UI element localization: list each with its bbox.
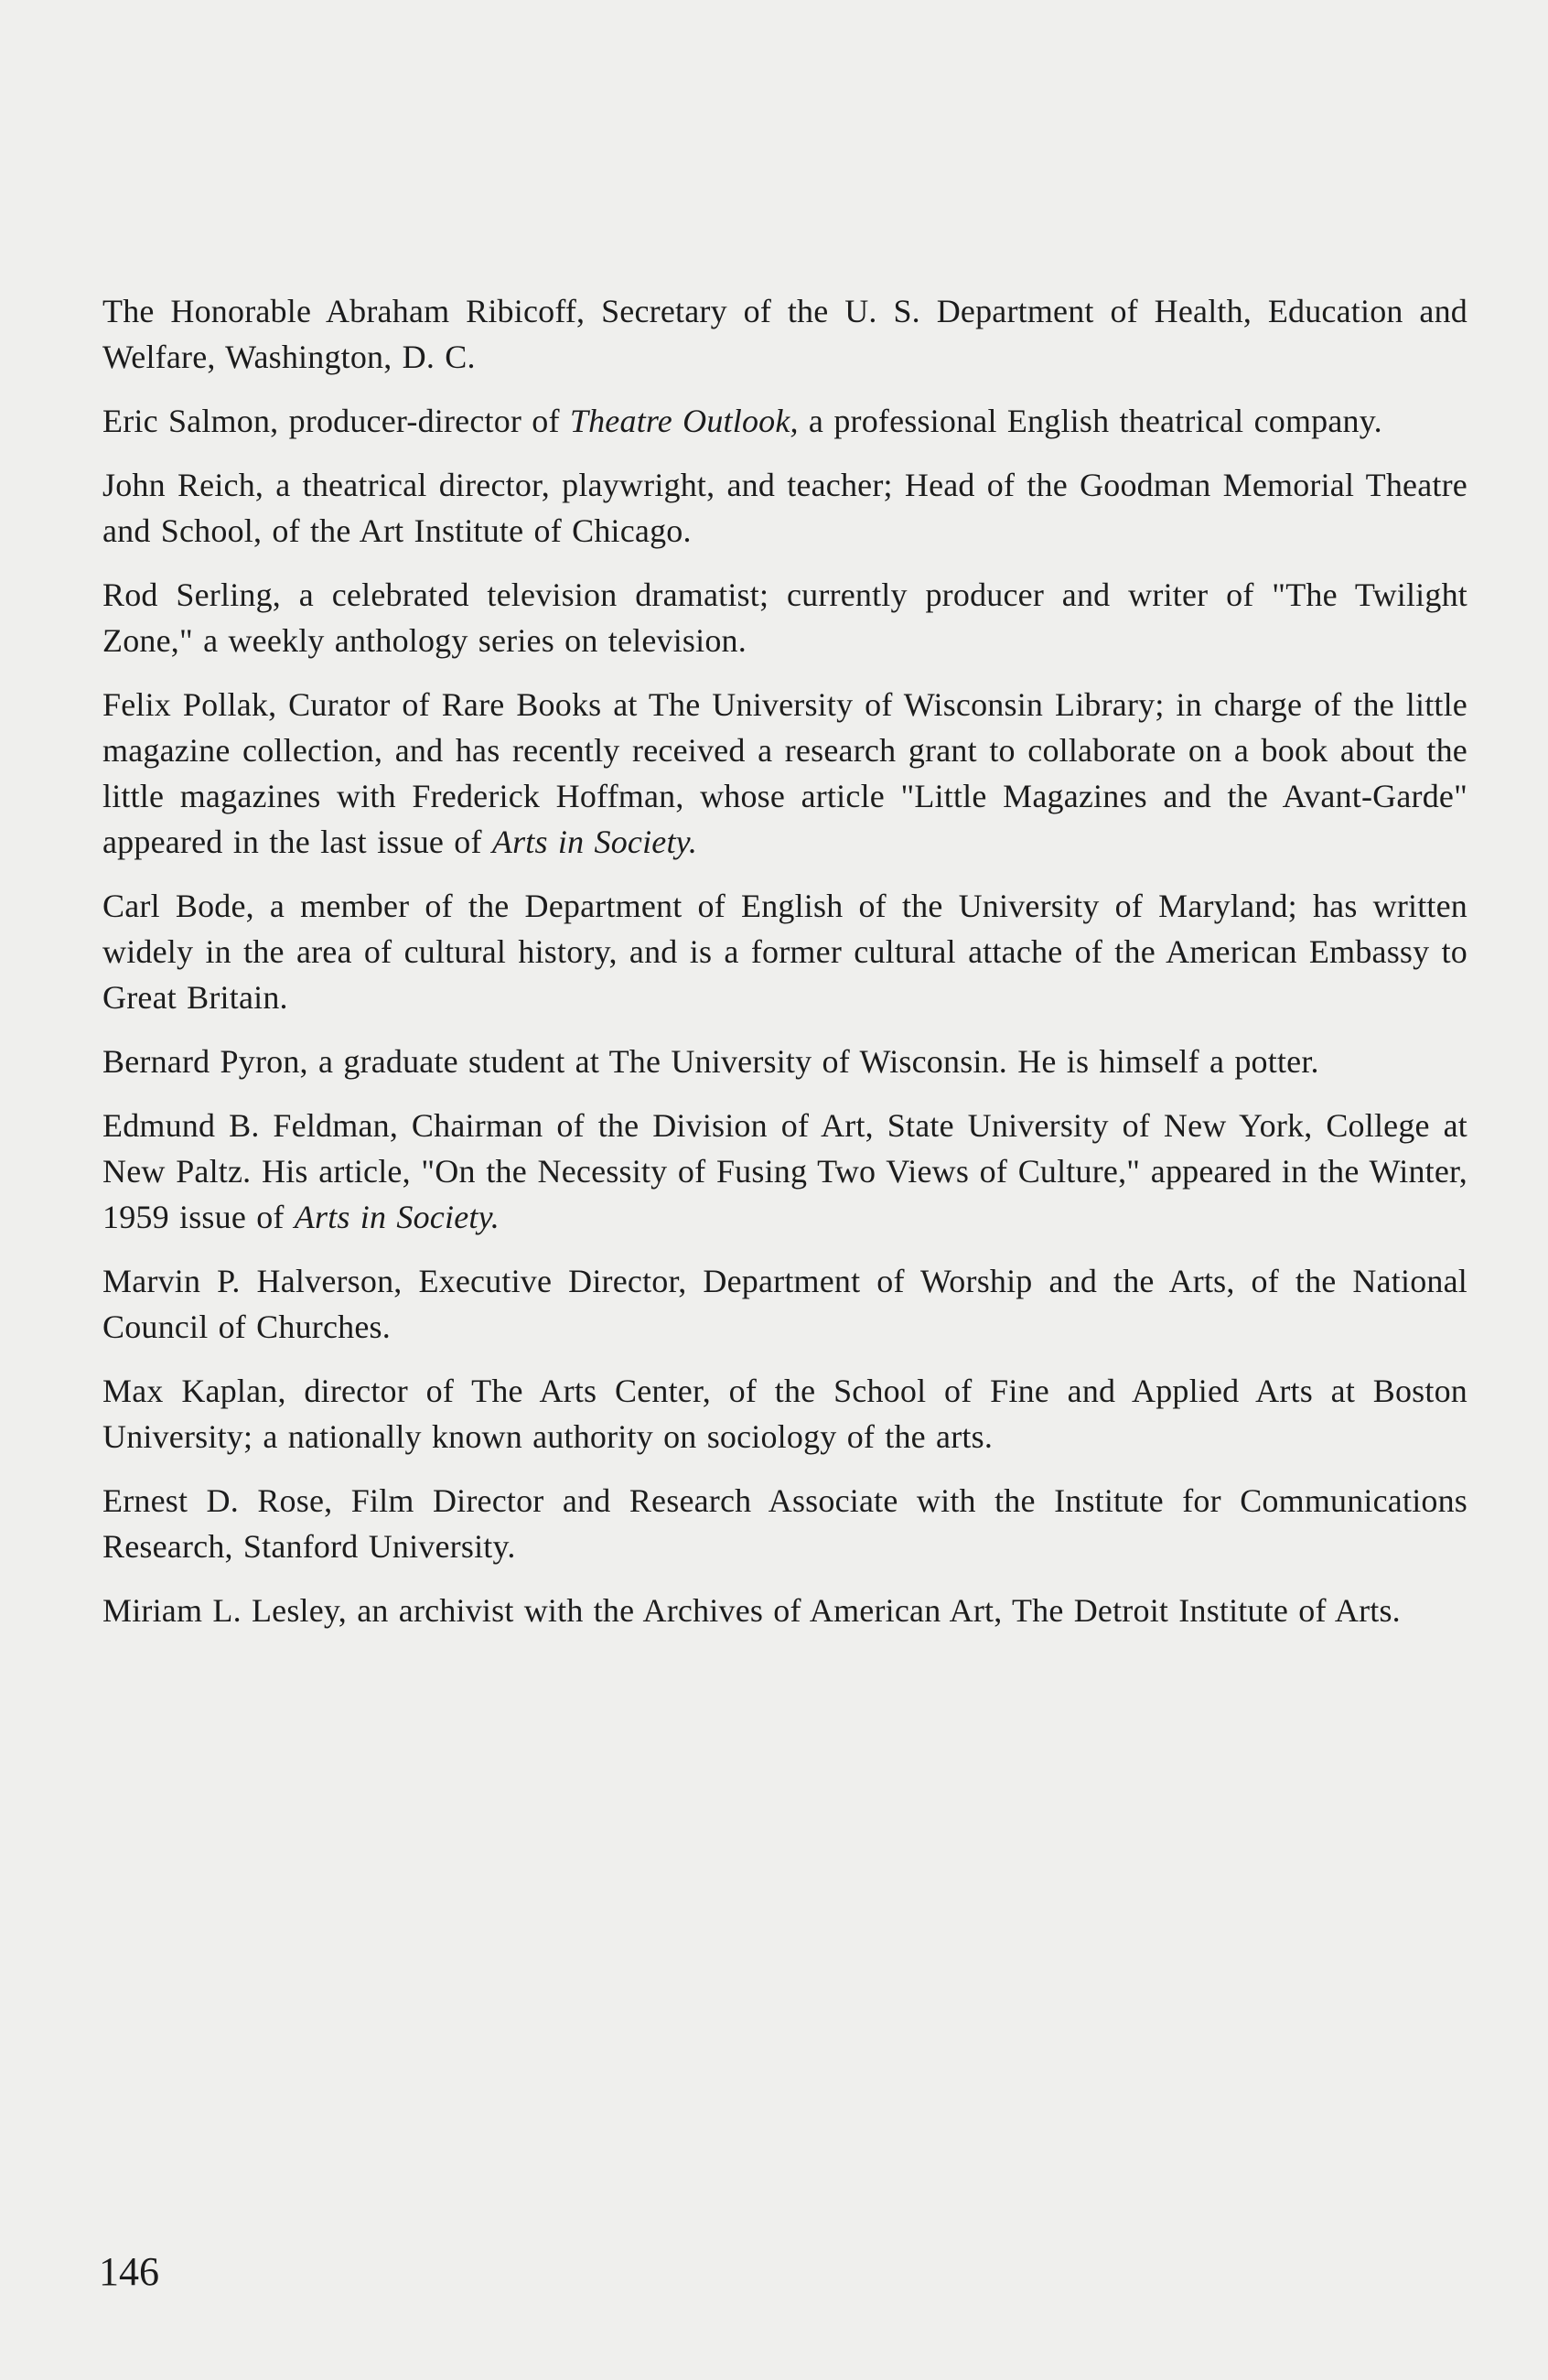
- entry-text: Eric Salmon, producer-director of: [102, 403, 570, 439]
- contributor-entry: [102, 1368, 1467, 1459]
- contributor-entry: [102, 288, 1467, 380]
- publication-title: Arts in Society.: [294, 1199, 500, 1235]
- entry-text: Marvin P. Halverson, Executive Director, Department of Worship and the Arts, of the National Council of Churches.: [102, 1263, 1467, 1345]
- contributor-entry: [102, 462, 1467, 554]
- entry-text: Ernest D. Rose, Film Director and Research Associate with the Institute for Communications Research, Stanford University.: [102, 1482, 1467, 1565]
- contributor-entry: [102, 1258, 1467, 1350]
- entry-text: a professional English theatrical company.: [798, 403, 1382, 439]
- entry-text: Edmund B. Feldman, Chairman of the Division of Art, State University of New York, College at New Paltz. His article, "On the Necessity of Fusing Two Views of Culture," appeared in the Winter, 1959 issue of: [102, 1107, 1467, 1235]
- entry-text: Miriam L. Lesley, an archivist with the Archives of American Art, The Detroit Institute of Arts.: [102, 1592, 1401, 1629]
- contributor-entry: [102, 883, 1467, 1020]
- contributor-entry: [102, 398, 1467, 444]
- publication-title: Arts in Society.: [491, 824, 698, 860]
- contributors-list: [102, 288, 1467, 1652]
- contributor-entry: [102, 682, 1467, 865]
- contributor-entry: [102, 1103, 1467, 1240]
- contributor-entry: [102, 1588, 1467, 1633]
- entry-text: The Honorable Abraham Ribicoff, Secretary of the U. S. Department of Health, Education and Welfare, Washington, D. C.: [102, 293, 1467, 375]
- entry-text: Max Kaplan, director of The Arts Center, of the School of Fine and Applied Arts at Boston University; a nationally known authority on sociology of the arts.: [102, 1373, 1467, 1455]
- contributor-entry: [102, 572, 1467, 663]
- entry-text: John Reich, a theatrical director, playwright, and teacher; Head of the Goodman Memorial Theatre and School, of the Art Institute of Chicago.: [102, 467, 1467, 549]
- page-number: 146: [99, 2249, 159, 2294]
- publication-title: Theatre Outlook,: [569, 403, 799, 439]
- contributor-entry: [102, 1478, 1467, 1569]
- entry-text: Rod Serling, a celebrated television dramatist; currently producer and writer of "The Twilight Zone," a weekly anthology series on television.: [102, 576, 1467, 659]
- entry-text: Bernard Pyron, a graduate student at The University of Wisconsin. He is himself a potter.: [102, 1043, 1319, 1080]
- entry-text: Carl Bode, a member of the Department of English of the University of Maryland; has written widely in the area of cultural history, and is a former cultural attache of the American Embassy to Great Britain.: [102, 888, 1467, 1016]
- contributor-entry: [102, 1039, 1467, 1084]
- entry-text: Felix Pollak, Curator of Rare Books at The University of Wisconsin Library; in charge of the little magazine collection, and has recently received a research grant to collaborate on a book about the little magazines with Frederick Hoffman, whose article "Little Magazines and the Avant-Garde" appeared in the last issue of: [102, 686, 1467, 860]
